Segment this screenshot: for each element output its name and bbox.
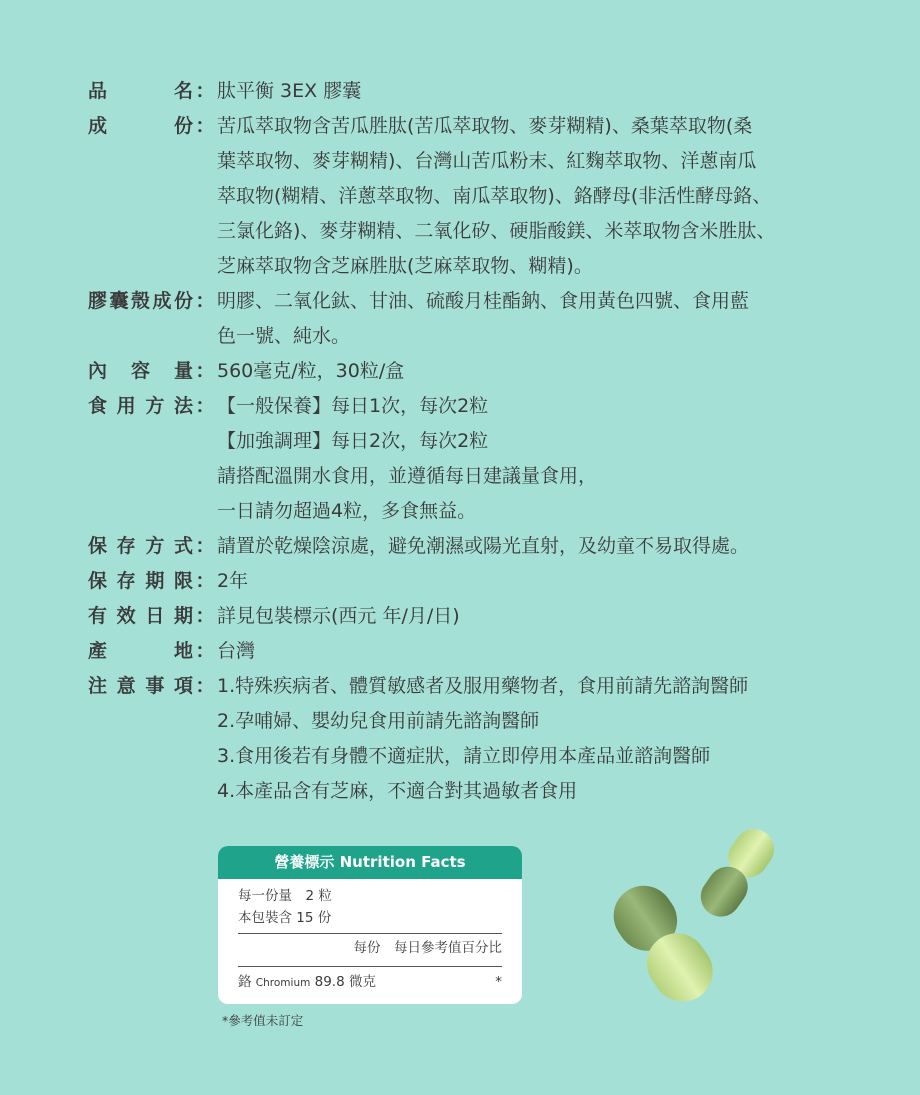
- spec-value-line: 560毫克/粒，30粒/盒: [217, 360, 405, 382]
- spec-colon: ：: [195, 675, 215, 697]
- spec-label: 品 名: [88, 80, 193, 102]
- spec-colon: ：: [195, 535, 215, 557]
- spec-row: [88, 599, 858, 634]
- nutrition-facts-panel: [218, 846, 522, 1004]
- spec-value: [217, 284, 858, 354]
- spec-list: [88, 74, 858, 809]
- spec-value-line: 【一般保養】每日1次，每次2粒: [217, 395, 489, 417]
- spec-row: [88, 354, 858, 389]
- spec-label: 產 地: [88, 640, 193, 662]
- spec-value: [217, 109, 858, 284]
- spec-colon: ：: [195, 290, 215, 312]
- spec-colon: ：: [195, 360, 215, 382]
- spec-value: [217, 634, 858, 669]
- nutrition-title: 營養標示 Nutrition Facts: [218, 846, 522, 879]
- spec-value-line: 請置於乾燥陰涼處，避免潮濕或陽光直射，及幼童不易取得處。: [217, 535, 750, 557]
- spec-value-line: 色一號、純水。: [217, 325, 351, 347]
- spec-value-line: 肽平衡 3EX 膠囊: [217, 80, 362, 102]
- spec-value-line: 明膠、二氧化鈦、甘油、硫酸月桂酯鈉、食用黃色四號、食用藍: [217, 290, 750, 312]
- spec-label: 食 用 方 法: [88, 395, 193, 417]
- nutrient-name: 鉻: [238, 974, 252, 990]
- column-headers: 每份 每日參考值百分比: [353, 940, 502, 956]
- spec-value-line: 三氯化鉻)、麥芽糊精、二氧化矽、硬脂酸鎂、米萃取物含米胜肽、: [217, 220, 776, 242]
- spec-value-line: 芝麻萃取物含芝麻胜肽(芝麻萃取物、糊精)。: [217, 255, 593, 277]
- spec-value: [217, 74, 858, 109]
- spec-colon: ：: [195, 395, 215, 417]
- servings-per-pack: 本包裝含 15 份: [238, 910, 332, 926]
- spec-value-line: 1.特殊疾病者、體質敏感者及服用藥物者，食用前請先諮詢醫師: [217, 675, 749, 697]
- spec-label: 保 存 期 限: [88, 570, 193, 592]
- spec-value-line: 2年: [217, 570, 249, 592]
- spec-label: 注 意 事 項: [88, 675, 193, 697]
- spec-value-line: 4.本產品含有芝麻，不適合對其過敏者食用: [217, 780, 578, 802]
- spec-colon: ：: [195, 570, 215, 592]
- spec-label: 膠 囊 殼 成 份: [88, 290, 193, 312]
- spec-row: [88, 669, 858, 809]
- spec-label: 成 份: [88, 115, 193, 137]
- capsule-image: [600, 820, 790, 1020]
- spec-value-line: 葉萃取物、麥芽糊精)、台灣山苦瓜粉末、紅麴萃取物、洋蔥南瓜: [217, 150, 757, 172]
- spec-row: [88, 389, 858, 529]
- nutrient-dv: *: [495, 974, 502, 990]
- nutrient-row: [238, 967, 502, 998]
- spec-label: 內 容 量: [88, 360, 193, 382]
- spec-value: [217, 354, 858, 389]
- spec-value: [217, 389, 858, 529]
- serving-size: 每一份量 2 粒: [238, 888, 332, 904]
- spec-label: 有 效 日 期: [88, 605, 193, 627]
- spec-value: [217, 564, 858, 599]
- spec-value-line: 詳見包裝標示(西元 年/月/日): [217, 605, 460, 627]
- spec-row: [88, 634, 858, 669]
- spec-value-line: 3.食用後若有身體不適症狀，請立即停用本產品並諮詢醫師: [217, 745, 711, 767]
- spec-value-line: 苦瓜萃取物含苦瓜胜肽(苦瓜萃取物、麥芽糊精)、桑葉萃取物(桑: [217, 115, 753, 137]
- spec-colon: ：: [195, 605, 215, 627]
- spec-row: [88, 74, 858, 109]
- spec-colon: ：: [195, 640, 215, 662]
- spec-label: 保 存 方 式: [88, 535, 193, 557]
- spec-value-line: 2.孕哺婦、嬰幼兒食用前請先諮詢醫師: [217, 710, 540, 732]
- spec-value-line: 【加強調理】每日2次，每次2粒: [217, 430, 489, 452]
- spec-colon: ：: [195, 80, 215, 102]
- spec-value-line: 一日請勿超過4粒，多食無益。: [217, 500, 477, 522]
- footnote: *參考值未訂定: [222, 1013, 304, 1028]
- nutrient-name-en: Chromium: [255, 977, 311, 989]
- spec-value: [217, 599, 858, 634]
- spec-row: [88, 284, 858, 354]
- spec-row: [88, 109, 858, 284]
- spec-value: [217, 669, 858, 809]
- capsule-icon: [693, 821, 782, 924]
- spec-colon: ：: [195, 115, 215, 137]
- spec-row: [88, 529, 858, 564]
- spec-value: [217, 529, 858, 564]
- spec-value-line: 請搭配溫開水食用，並遵循每日建議量食用，: [217, 465, 598, 487]
- nutrient-label: [238, 967, 376, 998]
- nutrient-amount: 89.8 微克: [314, 974, 376, 990]
- spec-row: [88, 564, 858, 599]
- spec-value-line: 台灣: [217, 640, 256, 662]
- spec-value-line: 萃取物(糊精、洋蔥萃取物、南瓜萃取物)、鉻酵母(非活性酵母鉻、: [217, 185, 772, 207]
